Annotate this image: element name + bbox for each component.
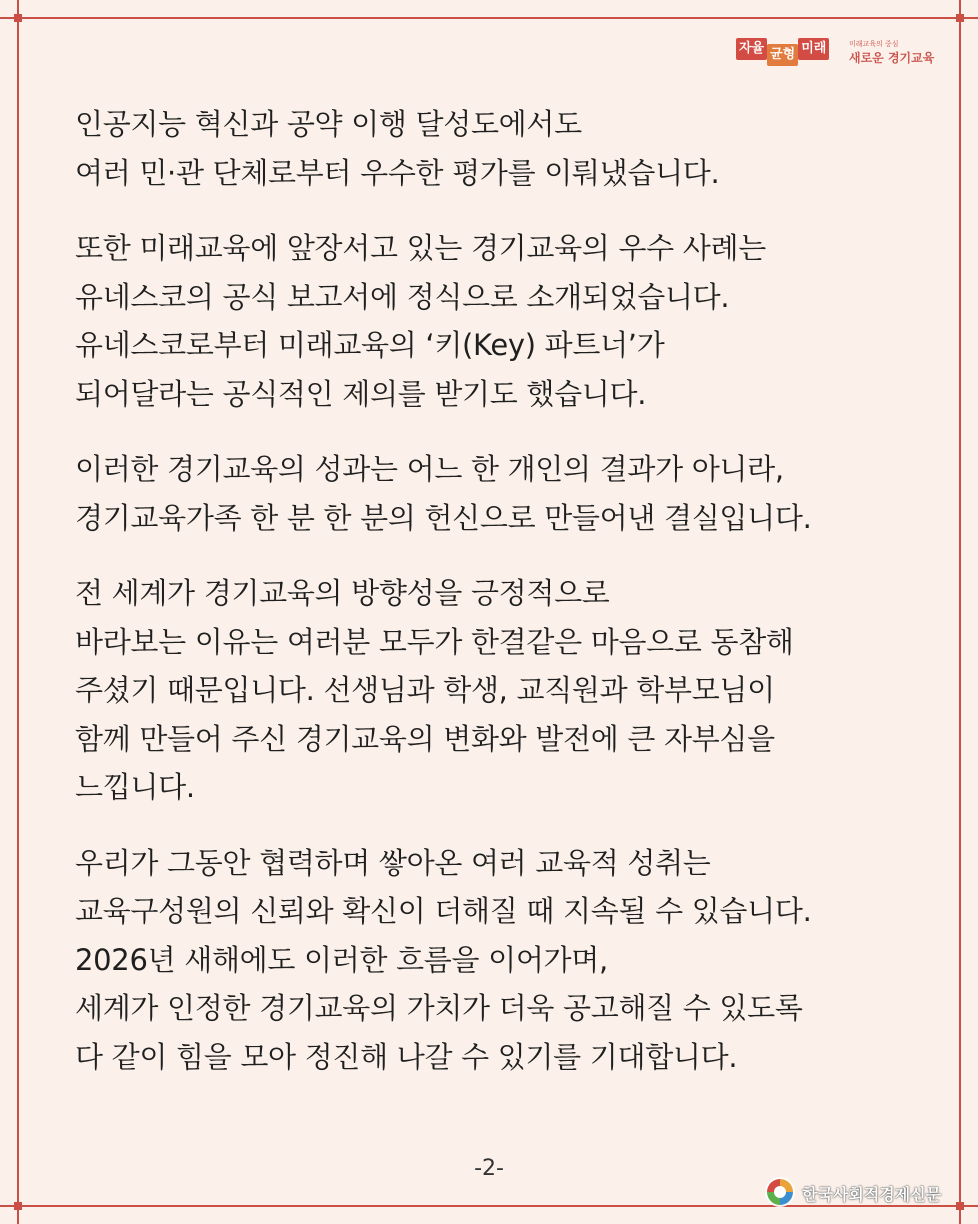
- logo-badge-1: 자율: [736, 38, 767, 60]
- newspaper-logo-icon: [764, 1176, 796, 1208]
- letter-body: [75, 100, 935, 1108]
- frame-right-line: [959, 0, 961, 1224]
- frame-left-line: [17, 0, 19, 1224]
- header-logo: [736, 38, 941, 68]
- paragraph-4: [75, 569, 935, 812]
- text-line: 되어달라는 공식적인 제의를 받기도 했습니다.: [75, 376, 647, 411]
- logo-badge-3: 미래: [798, 38, 829, 60]
- text-line: 함께 만들어 주신 경기교육의 변화와 발전에 큰 자부심을: [75, 721, 775, 756]
- logo-badges: [736, 38, 829, 64]
- frame-corner-bottom-left: [14, 1202, 22, 1210]
- paragraph-3: [75, 445, 935, 542]
- text-line: 주셨기 때문입니다. 선생님과 학생, 교직원과 학부모님이: [75, 673, 775, 707]
- text-line: 다 같이 힘을 모아 정진해 나갈 수 있기를 기대합니다.: [75, 1039, 738, 1074]
- paragraph-2: [75, 224, 935, 418]
- text-line: 이러한 경기교육의 성과는 어느 한 개인의 결과가 아니라,: [75, 452, 784, 486]
- paragraph-1: [75, 100, 935, 197]
- text-line: 여러 민·관 단체로부터 우수한 평가를 이뤄냈습니다.: [75, 155, 720, 190]
- logo-subtitle: 미래교육의 중심: [849, 40, 899, 48]
- paragraph-5: [75, 839, 935, 1082]
- text-line: 세계가 인정한 경기교육의 가치가 더욱 공고해질 수 있도록: [75, 991, 803, 1025]
- watermark-text: 한국사회적경제신문: [802, 1185, 942, 1204]
- logo-badge-2: 균형: [767, 44, 798, 66]
- text-line: 교육구성원의 신뢰와 확신이 더해질 때 지속될 수 있습니다.: [75, 894, 812, 928]
- text-line: 우리가 그동안 협력하며 쌓아온 여러 교육적 성취는: [75, 845, 711, 880]
- text-line: 유네스코로부터 미래교육의 ‘키(Key) 파트너’가: [75, 328, 665, 362]
- frame-top-line: [0, 17, 978, 19]
- text-line: 경기교육가족 한 분 한 분의 헌신으로 만들어낸 결실입니다.: [75, 500, 812, 535]
- watermark: [764, 1172, 964, 1212]
- text-line: 인공지능 혁신과 공약 이행 달성도에서도: [75, 107, 582, 141]
- frame-corner-top-left: [14, 14, 22, 22]
- text-line: 바라보는 이유는 여러분 모두가 한결같은 마음으로 동참해: [75, 624, 794, 659]
- logo-title: 새로운 경기교육: [849, 51, 935, 65]
- text-line: 2026년 새해에도 이러한 흐름을 이어가며,: [75, 942, 608, 977]
- text-line: 또한 미래교육에 앞장서고 있는 경기교육의 우수 사례는: [75, 231, 766, 265]
- text-line: 유네스코의 공식 보고서에 정식으로 소개되었습니다.: [75, 279, 730, 314]
- text-line: 느낍니다.: [75, 770, 195, 804]
- page-number: -2-: [474, 1156, 504, 1181]
- text-line: 전 세계가 경기교육의 방향성을 긍정적으로: [75, 576, 610, 610]
- frame-corner-top-right: [956, 14, 964, 22]
